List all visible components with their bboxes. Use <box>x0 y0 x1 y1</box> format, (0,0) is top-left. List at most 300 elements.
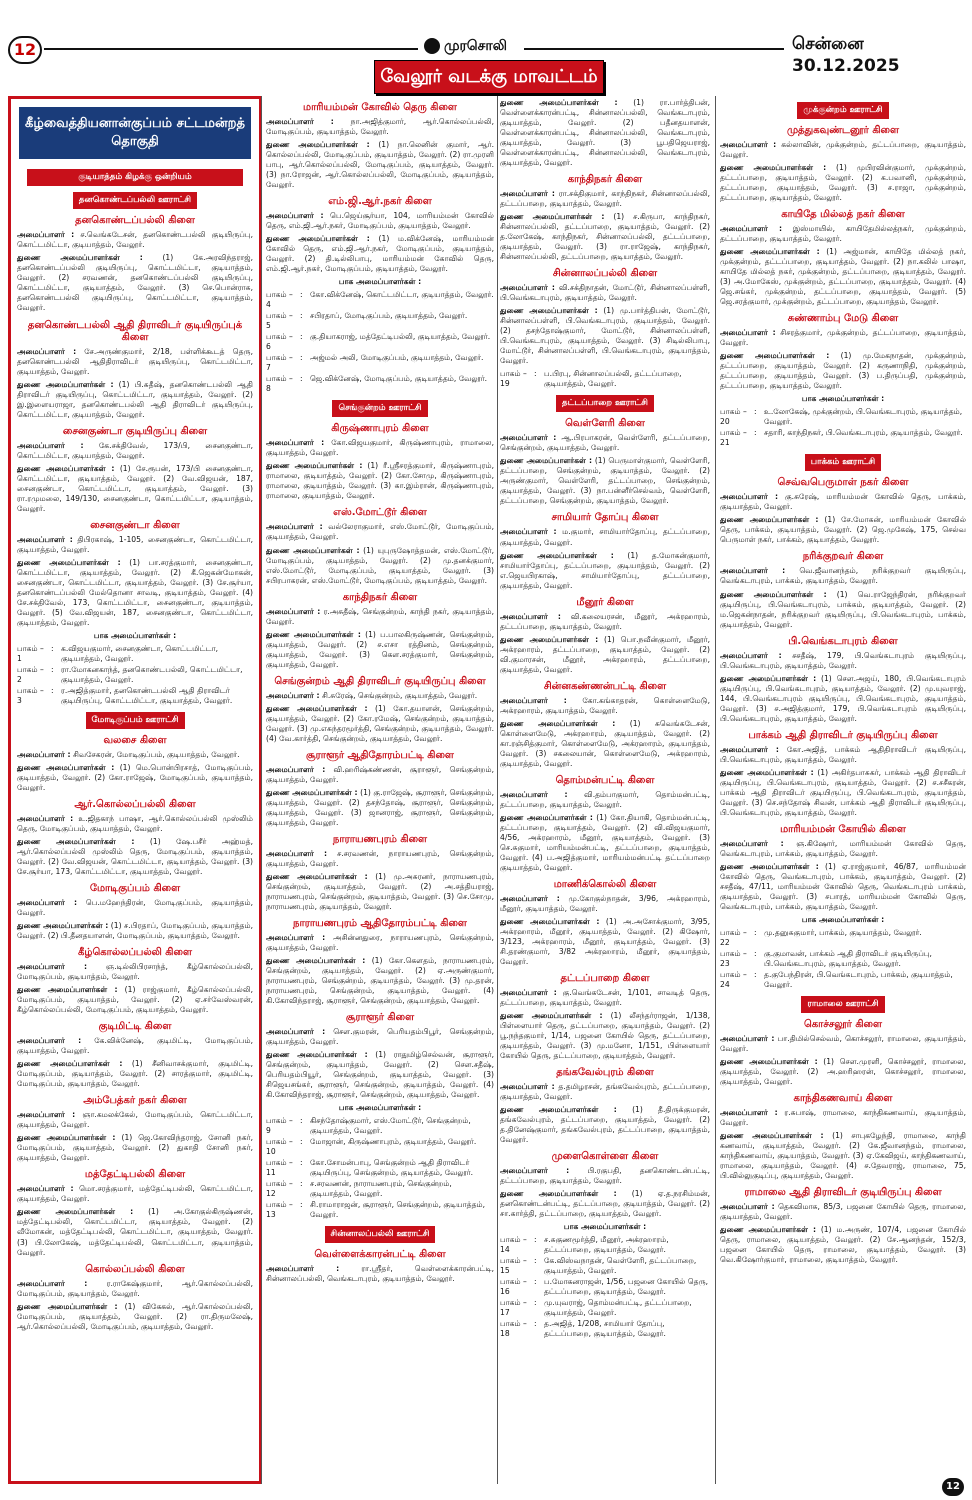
officer-role-label: அமைப்பாளர் : <box>720 1108 778 1118</box>
officer-entry <box>720 1225 966 1265</box>
branch-heading: தங்கவேல்புரம் கிளை <box>556 1067 654 1079</box>
officer-role-label: அமைப்பாளர் : <box>17 1278 88 1288</box>
officer-entry <box>720 651 966 671</box>
bagam-entry <box>266 332 494 352</box>
officer-details: (1) அகிர்தபாசுகர், பாக்கம் ஆதி திராவிடர் குடியிருப்பு, பி.வெங்கடாபுரம், குடியாத்தம், வேலூர். (2) ச.சசீகரன், பாக்கம் ஆதி திராவிடர் குடியிருப்பு, பி.வெங்கடாபுரம், குடியாத்தம், வேலூர். (3) செ.சந்தோஷ் சிவன், பாக்கம் ஆதி திராவிடர் குடியிருப்பு, பி.வெங்கடாபுரம், குடியாத்தம், வேலூர். <box>720 767 966 817</box>
officer-entry <box>500 189 710 209</box>
officer-details: (1) வெ.ராஜேந்திரன், நரிக்குறவர் குடியிருப்பு, பி.வெங்கடாபுரம், பாக்கம், குடியாத்தம், வேலூர். (2) ம.ஜெகன்நாதன், நரிக்குறவர் குடியிருப்பு, பி.வெங்கடாபுரம், பாக்கம், குடியாத்தம், வேலூர். <box>720 589 966 629</box>
branch-heading: சைனகுண்டா கிளை <box>90 519 180 531</box>
officer-entry <box>17 380 253 420</box>
branch-heading: கொல்லப்பல்லி கிளை <box>85 1263 185 1275</box>
bagam-colon: : <box>300 1179 303 1189</box>
officer-entry <box>17 814 253 834</box>
officer-details: (1) ஏ.ராஜ்குமார், 46/87, மாரியம்மன் கோவில் தெரு, வெங்கடாபுரம், பாக்கம், குடியாத்தம், வேலூர். (2) சசதீஷ், 47/11, மாரியம்மன் கோவில் தெரு, வெங்கடாபுரம் பாக்கம், குடியாத்தம், வேலூர். (3) சபாரத், மாரியம்மன் கோவில் தெரு, வெங்கடாபுரம், பாக்கம், குடியாத்தம், வேலூர். <box>720 861 966 911</box>
officer-entry <box>500 1105 710 1145</box>
officer-details: (1) ம.விக்னேஷ், மாரியம்மன் கோவில் தெரு, எம்.ஜி.ஆர்.நகர், மோடிகுப்பம், குடியாத்தம், வேலூர். (2) தி.டில்லிபாபு, மாரியம்மன் கோவில் தெரு, எம்.ஜி.ஆர்.நகர், மோடிகுப்பம், குடியாத்தம், வேலூர். <box>266 234 494 274</box>
bagam-colon: : <box>300 374 303 384</box>
branch-heading: சின்னாலப்பல்லி கிளை <box>552 268 658 280</box>
officer-entry <box>500 790 710 810</box>
officer-entry <box>266 872 494 912</box>
bagam-details: கு.குமாவன், பாக்கம் ஆதி திராவிடர் குடியிருப்பு, பி.வெங்கடாபுரம், குடியாத்தம், வேலூர். <box>764 948 932 968</box>
officer-role-label: அமைப்பாளர் : <box>500 433 557 443</box>
officer-role-label: துணை அமைப்பாளர்கள் : <box>720 1225 817 1235</box>
constituency-title: கீழ்வைத்தியனான்குப்பம் சட்டமன்றத் தொகுதி <box>19 107 251 159</box>
officer-details: வி.தம்பாகுமார், தொம்மன்பட்டி, தட்டப்பாறை, குடியாத்தம், வேலூர். <box>500 789 710 809</box>
officer-entry <box>17 535 253 555</box>
bagam-colon: : <box>300 1158 303 1168</box>
bagam-entry <box>17 686 253 706</box>
officer-details: வி.சக்திநாதன், மோட்டூர், சின்னாலப்பள்ளி, பி.வெங்கடாபுரம், குடியாத்தம், வேலூர். <box>500 283 710 303</box>
officer-details: (1) பொ.நவீன்குமார், மீனூர், அக்ரஹாரம், தட்டப்பாறை, குடியாத்தம், வேலூர். (2) வி.குமாரசன், மீனூர், அக்ரஹாரம், தட்டப்பாறை, குடியாத்தம், வேலூர். <box>500 634 710 674</box>
officer-details: (1) கே.அரவிந்தராஜ், தனகொண்டப்பல்லி குடியிருப்பு, கொட்டமிட்டா, குடியாத்தம், வேலூர். (2) சரவணன், தனகொண்டப்பல்லி குடியிருப்பு, கொட்டமிட்டா, குடியாத்தம், வேலூர். (3) செ.பொன்ராசு, தனகொண்டபல்லி குடியிருப்பு, கொட்டமிட்டா, குடியாத்தம், வேலூர். <box>17 253 254 313</box>
officer-role-label: அமைப்பாளர் : <box>720 1202 775 1212</box>
panchayat-heading: செங்குன்றம் ஊராட்சி <box>332 400 427 417</box>
column-divider <box>261 96 262 1484</box>
bagam-number: பாகம் – 9 <box>266 1116 293 1136</box>
officer-entry <box>500 306 710 366</box>
officer-details: திபிரகாஷ், 1-105, சைனகுண்டா, கொட்டமிட்டா, குடியாத்தம், வேலூர். <box>17 534 253 554</box>
officer-entry <box>266 933 494 953</box>
branch-heading: தனகொண்டப்பல்லி கிளை <box>75 215 195 227</box>
panchayat-heading: முக்குன்றம் ஊராட்சி <box>797 102 888 119</box>
branch-heading: எம்.ஜி.ஆர்.நகர் கிளை <box>328 196 432 208</box>
officer-role-label: துணை அமைப்பாளர்கள் : <box>500 1105 617 1115</box>
officer-details: ரா.சக்திகுமார், காந்திநகர், சின்னாலப்பல்லி, தட்டப்பாறை, குடியாத்தம், வேலூர். <box>500 189 710 209</box>
officer-role-label: துணை அமைப்பாளர்கள் : <box>500 456 593 466</box>
officer-entry <box>266 438 494 458</box>
officer-details: (1) யுபுருஷோத்தமன், எஸ்.மோட்டூர், மோடிகுப்பம், குடியாத்தம், வேலூர். (2) மு.தனக்குமார், எஸ்.மோட்டூர், மோடிகுப்பம், குடியாத்தம், வேலூர். (3) சபிரபாகரன், எஸ்.மோட்டூர், மோடிகுப்பம், குடியாத்தம், வேலூர். <box>266 545 494 585</box>
officer-details: (1) கோ.தயாளன், செங்குன்றம், குடியாத்தம், வேலூர். (2) கோ.ரமேஷ், செங்குன்றம், குடியாத்தம், வேலூர். (3) மு.எசுந்தரமூர்த்தி, செங்குன்றம், குடியாத்தம், வேலூர். (4) வே.கார்த்தி, செங்குன்றம், குடியாத்தம், வேலூர். <box>266 703 494 743</box>
bagam-details: கு.தியாகராஜ், மத்தேட்டிபல்லி, குடியாத்தம், வேலூர். <box>310 332 491 342</box>
bagam-number: பாகம் – 8 <box>266 374 293 394</box>
officer-details: நா.அஜித்குமார், ஆர்.கொல்லப்பல்லி, மோடிகுப்பம், குடியாத்தம், வேலூர். <box>266 117 494 137</box>
branch-heading: வெள்ளேரி கிளை <box>565 418 645 430</box>
officer-details: பெ.மஹேந்திரன், மோடிகுப்பம், குடியாத்தம், வேலூர். <box>17 898 253 918</box>
officer-entry <box>720 839 966 859</box>
officer-entry <box>17 1133 253 1163</box>
bagam-entry <box>266 1179 494 1199</box>
officer-role-label: அமைப்பாளர் : <box>17 534 73 544</box>
officer-role-label: துணை அமைப்பாளர்கள் : <box>720 1057 818 1067</box>
officer-details: (1) ச.பிரதாப், மோடிகுப்பம், குடியாத்தம், வேலூர். (2) பி.தீனதயாளன், மோடிகுப்பம், குடியாத்தம், வேலூர். <box>17 921 253 941</box>
bagam-entry <box>17 665 253 685</box>
officer-details: (1) ம.அருண், 107/4, பஜனை கோயில் தெரு, ராமாலை, குடியாத்தம், வேலூர். (2) சே.ஆனந்தன், 152/3, பஜனை கோயில் தெரு, ராமாலை, குடியாத்தம், வேலூர். (3) வெ.கிஷோர்குமார், ராமாலை, குடியாத்தம், வேலூர். <box>720 1225 966 1265</box>
officer-entry <box>266 546 494 586</box>
officer-role-label: அமைப்பாளர் : <box>720 492 779 502</box>
officer-role-label: துணை அமைப்பாளர்கள் : <box>266 871 368 881</box>
officer-entry <box>17 441 253 461</box>
bagam-colon: : <box>754 428 757 438</box>
bagam-number: பாகம் – 5 <box>266 311 293 331</box>
panchayat-heading: சின்னாலப்பல்லி ஊராட்சி <box>325 1226 436 1243</box>
officer-details: (1) கோ.கௌதம், நாராயணபுரம், செங்குன்றம், குடியாத்தம், வேலூர். (2) ஏ.அருண்குமார், நாராயணபுரம், செங்குன்றம், குடியாத்தம், வேலூர். (3) மு.தரன், நாராயணபுரம், செங்குன்றம், குடியாத்தம், வேலூர். (4) கி.கோவிந்தராஜ், சூராளூர், செங்குன்றம், குடியாத்தம், வேலூர். <box>266 955 494 1006</box>
officer-entry <box>17 230 253 250</box>
bagam-details: அஜ்மல் அலி, மோடிகுப்பம், குடியாத்தம், வேலூர். <box>310 353 484 363</box>
officer-role-label: அமைப்பாளர் : <box>720 328 776 338</box>
bagam-number: பாகம் – 17 <box>500 1298 527 1318</box>
officer-entry <box>720 1108 966 1128</box>
bagam-heading: பாக அமைப்பாளர்கள் : <box>338 1103 422 1113</box>
officer-entry <box>500 635 710 675</box>
officer-role-label: அமைப்பாளர் : <box>266 438 325 448</box>
officer-role-label: துணை அமைப்பாளர்கள் : <box>720 515 819 525</box>
bagam-entry <box>720 949 966 969</box>
officer-role-label: துணை அமைப்பாளர்கள் : <box>720 351 830 361</box>
bagam-number: பாகம் – 16 <box>500 1277 527 1297</box>
officer-role-label: அமைப்பாளர் : <box>17 749 71 759</box>
masthead-rule-left <box>44 48 418 50</box>
officer-entry <box>17 962 253 982</box>
panchayat-heading: தனகொண்டப்பல்லி ஊராட்சி <box>73 192 197 209</box>
officer-entry <box>17 898 253 918</box>
officer-entry <box>720 1202 966 1222</box>
branch-heading: நாராயணபுரம் கிளை <box>332 833 428 845</box>
officer-entry <box>500 98 710 168</box>
footer-page-number: 12 <box>942 1478 964 1496</box>
branch-heading: பாக்கம் ஆதி திராவிடர் குடியிருப்பு கிளை <box>748 729 938 741</box>
section-title: வேலூர் வடக்கு மாவட்டம் <box>374 60 604 94</box>
bagam-colon: : <box>300 332 303 342</box>
officer-details: (1) சே.மோகன், மாரியம்மன் கோவில் தெரு, பாக்கம், குடியாத்தம், வேலூர். (2) ஜெ.முகேஷ், 175, செல்வ பெருமாள் நகர், பாக்கம், குடியாத்தம், வேலூர். <box>720 515 966 545</box>
bagam-number: பாகம் – 15 <box>500 1256 527 1276</box>
officer-details: (1) மு.மேகநாதன், முக்குன்றம், தட்டப்பாறை, குடியாத்தம், வேலூர். (2) கருணாநிதி, முக்குன்றம், தட்டப்பாறை, குடியாத்தம், வேலூர். (3) ப.திருப்பதி, முக்குன்றம், தட்டப்பாறை, குடியாத்தம், வேலூர். <box>720 351 966 391</box>
officer-role-label: அமைப்பாளர் : <box>266 1027 326 1037</box>
bagam-number: பாகம் – 3 <box>17 685 44 705</box>
bagam-heading: பாக அமைப்பாளர்கள் : <box>338 277 422 287</box>
officer-details: பா.திமில்செல்வம், கொச்சலூர், ராமாலை, குடியாத்தம், வேலூர். <box>720 1034 966 1054</box>
paper-name: முரசொலி <box>444 38 507 54</box>
officer-details: (1) கோ.தியாகி, தொம்மன்பட்டி, தட்டப்பாறை, குடியாத்தம், வேலூர். (2) வி.விஜயகுமார், 4/56, அக்ரஹாரம், மீனூர், குடியாத்தம், வேலூர். (3) செ.சுகுமார், மாரியம்மன்பட்டி, தட்டப்பாறை, குடியாத்தம், வேலூர். (4) ப.அஜித்குமார், மாரியம்மன்பட்டி தட்டப்பாறை குடியாத்தம், வேலூர். <box>500 812 710 872</box>
officer-entry <box>500 696 710 716</box>
officer-entry <box>500 433 710 453</box>
officer-details: (1) அஜ்மான், காயிதே மில்லத் நகர், முக்குன்றம், தட்டப்பாறை, குடியாத்தம், வேலூர். (2) நா.கலில் பாஷா, காயிதே மில்லத் நகர், முக்குன்றம், தட்டப்பாறை, குடியாத்தம், வேலூர். (3) அ.மோகேஸ், முக்குன்றம், தட்டப்பாறை, குடியாத்தம், வேலூர். (4) ஜெ.சங்கர், முக்குன்றம், தட்டப்பாறை, குடியாத்தம், வேலூர். (5) ஜெ.சரத்குமார், முக்குன்றம், தட்டப்பாறை, குடியாத்தம், வேலூர். <box>720 247 966 307</box>
officer-entry <box>266 117 494 137</box>
officer-details: (1) சாபுகழேந்தி, ராமாலை, காந்தி கணவாய், குடியாத்தம், வேலூர். (2) கே.ஜீவானந்தம், ராமாலை, காந்திகணவாய், குடியாத்தம், வேலூர். (3) ஏ.கேவிஜய், காந்திகணவாய், ராமாலை, குடியாத்தம், வேலூர். (4) ச.தேவராஜ், ராமாலை, 75, பி.வில்லுகுடிப்பு, குடியாத்தம், வேலூர். <box>720 1131 966 1181</box>
officer-role-label: அமைப்பாளர் : <box>500 611 561 621</box>
officer-role-label: துணை அமைப்பாளர்கள் : <box>17 985 118 995</box>
officer-entry <box>17 253 253 313</box>
officer-role-label: அமைப்பாளர் : <box>17 1036 82 1046</box>
officer-role-label: அமைப்பாளர் : <box>266 117 334 126</box>
bagam-entry <box>17 644 253 664</box>
branch-heading: குடிமிட்டி கிளை <box>98 1021 172 1033</box>
officer-details: சே.அருண்குமார், 2/18, பள்ளிக்கூடத் தெரு, தனகொண்டபல்லி ஆதிதிராவிடர் குடியிருப்பு, கொட்டமிட்டா, குடியாத்தம், வேலூர். <box>17 346 253 376</box>
officer-role-label: துணை அமைப்பாளர்கள் : <box>720 247 820 257</box>
branch-heading: காந்திகணவாய் கிளை <box>793 1093 893 1105</box>
column-divider <box>715 96 716 1484</box>
officer-entry <box>500 456 710 506</box>
branch-heading: சின்னகண்ணன்பட்டி கிளை <box>543 680 667 692</box>
officer-role-label: துணை அமைப்பாளர்கள் : <box>720 861 819 871</box>
branch-heading: ஆர்.கொல்லப்பல்லி கிளை <box>74 799 196 811</box>
officer-entry <box>720 492 966 512</box>
officer-role-label: அமைப்பாளர் : <box>500 988 557 998</box>
bagam-details: கோ.விக்னேஷ், கொட்டமிட்டா, குடியாத்தம், வேலூர். <box>310 290 494 300</box>
bagam-heading: பாக அமைப்பாளர்கள் : <box>801 914 885 924</box>
officer-entry <box>500 1082 710 1102</box>
bagam-details: ச.சரவணன், நாராயணபுரம், செங்குன்றம், குடியாத்தம், வேலூர். <box>310 1179 452 1199</box>
officer-details: தெகவிமாசு, 85/3, பஜனை கோயில் தெரு, ராமாலை, குடியாத்தம், வேலூர். <box>720 1202 966 1222</box>
officer-role-label: அமைப்பாளர் : <box>17 814 74 824</box>
branch-heading: மத்தேட்டிபல்லி கிளை <box>84 1169 186 1181</box>
officer-entry <box>17 921 253 941</box>
officer-role-label: அமைப்பாளர் : <box>500 1166 570 1176</box>
officer-role-label: துணை அமைப்பாளர்கள் : <box>500 812 593 822</box>
branch-heading: காயிதே மில்லத் நகர் கிளை <box>781 209 905 221</box>
bagam-entry <box>720 428 966 448</box>
officer-entry <box>266 140 494 190</box>
branch-heading: தனகொண்டபல்லி ஆதி திராவிடர் குடியிருப்புக் கிளை <box>27 319 243 343</box>
officer-details: இஸ்மாயில், காயிதேமில்லத்நகர், முக்குன்றம், தட்டப்பாறை, குடியாத்தம், வேலூர். <box>720 224 966 244</box>
officer-entry <box>500 612 710 632</box>
branch-heading: சூராளூர் கிளை <box>345 1012 415 1024</box>
bagam-details: சி.ராமாராஜன், சூராளூர், செங்குன்றம், குடியாத்தம், வேலூர். <box>310 1200 486 1220</box>
officer-entry <box>720 1034 966 1054</box>
officer-details: கே.சக்திவேல், 173/பி, சைனகுண்டா, கொட்டமிட்டா, குடியாத்தம், வேலூர். <box>17 440 253 460</box>
officer-details: கோ.விஜயகுமார், கிருஷ்ணாபுரம், ராமாலை, குடியாத்தம், வேலூர். <box>266 438 494 458</box>
officer-entry <box>500 1189 710 1219</box>
bagam-colon: : <box>51 664 54 674</box>
bagam-details: ச.சுகுணமூர்த்தி, மீனூர், அக்ரஹாரம், தட்டப்பாறை, குடியாத்தம், வேலூர். <box>544 1235 669 1255</box>
bagam-colon: : <box>300 1137 303 1147</box>
bagam-entry <box>500 1235 710 1255</box>
officer-entry <box>17 763 253 793</box>
officer-role-label: துணை அமைப்பாளர்கள் : <box>17 837 135 847</box>
bagam-number: பாகம் – 22 <box>720 927 747 947</box>
officer-details: (1) ரா.பார்த்திபன், வெள்ளைக்காரன்பட்டி, சின்னாலப்பல்லி, வெங்கடாபுரம், குடியாத்தம், வேலூர். (2) பதீனதயாளன், வெள்ளைக்காரன்பட்டி, சின்னாலப்பல்லி, வெங்கடாபுரம், குடியாத்தம், வேலூர். (3) பூபதிஜெயராஜ், வெள்ளைக்காரன்பட்டி, சின்னாலப்பல்லி, வெங்கடாபுரம், குடியாத்தம், வேலூர். <box>500 98 710 168</box>
officer-entry <box>500 988 710 1008</box>
bagam-number: பாகம் – 20 <box>720 407 747 427</box>
bagam-number: பாகம் – 12 <box>266 1179 293 1199</box>
officer-details: (1) சே.ரூபன், 173/பி சைனகுண்டா, கொட்டமிட்டா, குடியாத்தம், வேலூர். (2) வே.விஜயன், 187, சைனகுண்டா, கொட்டமிட்டா, குடியாத்தம், வேலூர். (3) ரா.ரமுமலை, 149/130, சைனகுண்டா, கொட்டமிட்டா, குடியாத்தம், வேலூர். <box>17 463 253 513</box>
officer-role-label: அமைப்பாளர் : <box>720 744 779 754</box>
officer-entry <box>500 527 710 547</box>
officer-details: (1) த.மோகன்குமார், சாமியார்தோப்பு, தட்டப்பாறை, குடியாத்தம், வேலூர். (2) எ.ஜெயபிரகாஷ், சாமியார்தோப்பு, தட்டப்பாறை, குடியாத்தம், வேலூர். <box>500 550 710 590</box>
officer-details: ச.வெங்கடேசன், தனகொண்டபல்லி குடியிருப்பு, கொட்டமிட்டா, குடியாத்தம், வேலூர். <box>17 230 253 250</box>
officer-details: வி.கலையரசன், மீனூர், அக்ரஹாரம், தட்டப்பாறை, குடியாத்தம், வேலூர். <box>500 611 710 631</box>
officer-details: ஞ.கிஷோர், மாரியம்மன் கோவில் தெரு, வெங்கடாபுரம், பாக்கம், குடியாத்தம், வேலூர். <box>720 838 966 858</box>
bagam-details: ர.அஜித்குமார், தனகொண்டபல்லி ஆதி திராவிடர் குடியிருப்பு, கொட்டமிட்டா, குடியாத்தம், வேலூர். <box>61 685 233 705</box>
bagam-colon: : <box>300 353 303 363</box>
bagam-colon: : <box>534 1277 537 1287</box>
officer-details: கு.சுரேஷ், மாரியம்மன் கோவில் தெரு, பாக்கம், குடியாத்தம், வேலூர். <box>720 492 966 512</box>
officer-entry <box>17 1110 253 1130</box>
bagam-number: பாகம் – 2 <box>17 664 44 684</box>
officer-details: ஞ.டில்லிபிரசாந்த், கீழ்கொல்லப்பல்லி, மோடிகுப்பம், குடியாத்தம், வேலூர். <box>17 962 253 982</box>
officer-entry <box>266 461 494 501</box>
bagam-details: மு.யுவராஜ், தொம்மன்பட்டி, தட்டப்பாறை, குடியாத்தம், வேலூர். <box>544 1298 692 1318</box>
officer-role-label: அமைப்பாளர் : <box>500 1082 555 1092</box>
officer-details: (1) மெ.பொன்பிரசாத், மோடிகுப்பம், குடியாத்தம், வேலூர். (2) கோ.ராஜேஷ், மோடிகுப்பம், குடியாத்தம், வேலூர். <box>17 762 253 793</box>
officer-entry <box>17 1184 253 1204</box>
bagam-heading: பாக அமைப்பாளர்கள் : <box>563 1222 647 1232</box>
officer-entry <box>500 719 710 769</box>
bagam-entry <box>266 290 494 310</box>
bagam-heading: பாக அமைப்பாளர்கள் : <box>93 630 177 640</box>
bagam-colon: : <box>534 369 537 379</box>
officer-entry <box>720 745 966 765</box>
bagam-colon: : <box>534 1319 537 1329</box>
officer-entry <box>266 211 494 231</box>
officer-entry <box>720 163 966 203</box>
bagam-details: த.அஜித், 1/208, சாமியார் தோப்பு, தட்டப்பாறை, குடியாத்தம், வேலூர். <box>544 1319 666 1339</box>
bagam-number: பாகம் – 18 <box>500 1319 527 1339</box>
officer-details: (1) சௌ.முரளி, கொச்சலூர், ராமாலை, குடியாத்தம், வேலூர். (2) அ.ஹரிஹரன், கொச்சலூர், ராமாலை, குடியாத்தம், வேலூர். <box>720 1057 966 1087</box>
officer-role-label: அமைப்பாளர் : <box>17 230 75 240</box>
officer-details: சசதீஷ், 179, பி.வெங்கடாபுரம் குடியிருப்பு, பி.வெங்கடாபுரம், குடியாத்தம், வேலூர். <box>720 650 966 670</box>
branch-heading: மோடிகுப்பம் கிளை <box>89 883 181 895</box>
bagam-details: க.விஜயகுமார், சைனகுண்டா, கொட்டமிட்டா, குடியாத்தம், வேலூர். <box>61 643 219 663</box>
officer-details: (1) ரீ.ஸ்ரீசரத்குமார், கிருஷ்ணாபுரம், ராமாலை, குடியாத்தம், வேலூர். (2) கோ.சோமு, கிருஷ்ணாபுரம், ராமாலை, குடியாத்தம், வேலூர். (3) கா.இம்ரான், கிருஷ்ணாபுரம், ராமாலை, குடியாத்தம், வேலூர். <box>266 461 494 501</box>
officer-entry <box>500 551 710 591</box>
officer-role-label: துணை அமைப்பாளர்கள் : <box>500 1189 617 1199</box>
officer-entry <box>720 590 966 630</box>
officer-entry <box>266 607 494 627</box>
officer-entry <box>720 224 966 244</box>
bagam-entry <box>266 353 494 373</box>
officer-details: (1) ஷே.பசீர் அஹ்மத், ஆர்.கொல்லப்பல்லி முஸ்லிம் தெரு, மோடிகுப்பம், குடியாத்தம், வேலூர். (2) வே.விஜயன், கொட்டமிட்டா, குடியாத்தம், வேலூர். (3) சே.சூர்யா, 173, கொட்டமிட்டா, குடியாத்தம், வேலூர். <box>17 837 253 877</box>
bagam-number: பாகம் – 6 <box>266 332 293 352</box>
officer-details: ர.சுபாஷ், ராமாலை, காந்திகணவாய், குடியாத்தம், வேலூர். <box>720 1108 966 1128</box>
panchayat-heading: தட்டப்பாறை ஊராட்சி <box>556 395 654 412</box>
officer-role-label: அமைப்பாளர் : <box>720 1034 775 1043</box>
officer-entry <box>720 140 966 160</box>
bagam-entry <box>720 928 966 948</box>
officer-details: (1) விகேகல், ஆர்.கொல்லப்பல்லி, மோடிகுப்பம், குடியாத்தம், வேலூர். (2) ரா.திருமலேஷ், ஆர்.கொல்லப்பல்லி, மோடிகுப்பம், குடியாத்தம், வேலூர். <box>17 1301 253 1331</box>
officer-role-label: துணை அமைப்பாளர்கள் : <box>266 629 361 639</box>
branch-heading: காந்திநகர் கிளை <box>342 591 418 603</box>
officer-details: (1) நா.லெனின் குமார், ஆர். கொல்லப்பல்லி, மோடிகுப்பம், குடியாத்தம், வேலூர். (2) ரா.முரளி பாபு, ஆர்.கொல்லப்பல்லி, மோடிகுப்பம், குடியாத்தம், வேலூர். (3) நா.ரோஜன், ஆர்.கொல்லப்பல்லி, மோடிகுப்பம், குடியாத்தம், வேலூர். <box>266 140 494 190</box>
bagam-number: பாகம் – 7 <box>266 353 293 373</box>
bagam-details: சபிரதாப், மோடிகுப்பம், குடியாத்தம், வேலூர். <box>310 311 468 321</box>
officer-details: (1) ச.கிருபா, காந்திநகர், சின்னாலப்பல்லி, தட்டப்பாறை, குடியாத்தம், வேலூர். (2) த.லோகேஷ், காந்திநகர், சின்னாலப்பல்லி, தட்டப்பாறை, குடியாத்தம், வேலூர். (3) ரா.ராஜேஷ், காந்திநகர், சின்னாலப்பல்லி, தட்டப்பாறை, குடியாத்தம், வேலூர். <box>500 212 710 262</box>
officer-role-label: அமைப்பாளர் : <box>266 932 326 942</box>
officer-details: ர.அசுதீஷ், செங்குன்றம், காந்தி நகர், குடியாத்தம், வேலூர். <box>266 606 494 626</box>
officer-entry <box>266 522 494 542</box>
branch-heading: மாரியம்மன் கோவில் தெரு கிளை <box>303 102 457 113</box>
officer-details: கோ.கங்காதரன், கொள்ளைமேடு, அக்ரஹாரம், குடியாத்தம், வேலூர். <box>500 695 710 715</box>
officer-role-label: அமைப்பாளர் : <box>500 283 555 293</box>
officer-role-label: துணை அமைப்பாளர்கள் : <box>17 379 114 389</box>
bagam-details: ஜெ.விக்னேஷ், மோடிகுப்பம், குடியாத்தம், வேலூர். <box>310 374 488 384</box>
officer-entry <box>720 328 966 348</box>
officer-role-label: துணை அமைப்பாளர்கள் : <box>500 550 614 560</box>
bagam-colon: : <box>534 1256 537 1266</box>
officer-details: சி.சுரேஷ், செங்குன்றம், குடியாத்தம், வேலூர். <box>321 690 478 700</box>
officer-role-label: துணை அமைப்பாளர்கள் : <box>500 634 599 644</box>
bagam-colon: : <box>51 643 54 653</box>
officer-details: (1) முபிரவின்குமார், முக்குன்றம், தட்டப்பாறை, குடியாத்தம், வேலூர். (2) க.பவானி, முக்குன்றம், தட்டப்பாறை, குடியாத்தம், வேலூர். (3) ச.ராஜா, முக்குன்றம், தட்டப்பாறை, குடியாத்தம், வேலூர். <box>720 163 966 203</box>
bagam-entry <box>266 1158 494 1178</box>
officer-role-label: அமைப்பாளர் : <box>17 1184 74 1194</box>
branch-heading: செவ்வபெருமாள் நகர் கிளை <box>777 477 909 489</box>
officer-role-label: அமைப்பாளர் : <box>266 211 324 221</box>
officer-role-label: துணை அமைப்பாளர்கள் : <box>266 461 363 471</box>
officer-entry <box>17 464 253 514</box>
officer-role-label: துணை அமைப்பாளர்கள் : <box>266 703 368 713</box>
officer-entry <box>266 691 494 701</box>
officer-entry <box>500 212 710 262</box>
bagam-entry <box>266 1137 494 1157</box>
officer-entry <box>500 813 710 873</box>
officer-role-label: துணை அமைப்பாளர்கள் : <box>17 1059 123 1069</box>
bagam-number: பாகம் – 23 <box>720 948 747 968</box>
officer-details: (1) மு.பார்த்திபன், மோட்டூர், சின்னாலப்பள்ளி, பி.வெங்கடாபுரம், குடியாத்தம், வேலூர். (2) தசந்தோஷ்குமார், மோட்டூர், சின்னாலப்பள்ளி, பி.வெங்கடாபுரம், குடியாத்தம், வேலூர். (3) சிடில்லிபாபு, மோட்டூர், சின்னாலப்பள்ளி, பி.வெங்கடாபுரம், குடியாத்தம், வேலூர். <box>500 306 710 366</box>
officer-details: வெ.ஜீவானந்தம், நரிக்குறவர் குடியிருப்பு, வெங்கடாபுரம், பாக்கம், குடியாத்தம், வேலூர். <box>720 566 966 586</box>
officer-role-label: அமைப்பாளர் : <box>266 764 326 774</box>
bagam-colon: : <box>300 290 303 300</box>
officer-role-label: துணை அமைப்பாளர்கள் : <box>266 787 358 797</box>
branch-heading: நாராயணபுரம் ஆதிதோரம்பட்டி கிளை <box>293 917 467 929</box>
bagam-details: ப.பிரபு, சின்னாலப்பல்லி, தட்டப்பாறை, குடியாத்தம், வேலூர். <box>544 369 682 389</box>
officer-role-label: துணை அமைப்பாளர்கள் : <box>500 98 618 107</box>
officer-details: ஆ.பிரபாகரன், வெள்ளேரி, தட்டப்பாறை, செங்குன்றம், குடியாத்தம், வேலூர். <box>500 433 710 453</box>
bagam-colon: : <box>51 685 54 695</box>
bagam-number: பாகம் – 21 <box>720 428 747 448</box>
officer-role-label: துணை அமைப்பாளர்கள் : <box>17 1133 116 1143</box>
bagam-colon: : <box>754 948 757 958</box>
officer-entry <box>500 1011 710 1061</box>
bagam-colon: : <box>534 1235 537 1245</box>
officer-entry <box>17 1059 253 1089</box>
branch-heading: மீனூர் கிளை <box>576 596 634 608</box>
bagam-number: பாகம் – 13 <box>266 1200 293 1220</box>
branch-heading: சாமியார் தோப்பு கிளை <box>551 512 659 524</box>
bagam-entry <box>720 970 966 990</box>
bagam-entry <box>500 1298 710 1318</box>
officer-details: (1) சௌ.அஜய், 180, பி.வெங்கடாபுரம் குடியிருப்பு, பி.வெங்கடாபுரம், குடியாத்தம், வேலூர். (2) மு.யுவராஜ், 144, பி.வெங்கடாபுரம் குடியிருப்பு, பி.வெங்கடாபுரம், குடியாத்தம், வேலூர். (3) ச.அஜித்குமார், 179, பி.வெங்கடாபுரம் குடியிருப்பு, பி.வெங்கடாபுரம், குடியாத்தம், வேலூர். <box>720 673 966 723</box>
bagam-colon: : <box>534 1298 537 1308</box>
branch-heading: தொம்மன்பட்டி கிளை <box>555 774 655 786</box>
officer-role-label: அமைப்பாளர் : <box>266 1264 340 1274</box>
officer-details: ம.குமார், சாமியார்தோப்பு, தட்டப்பாறை, குடியாத்தம், வேலூர். <box>500 527 710 547</box>
officer-details: கு.வெங்கடேசன், 1/101, சாவடித் தெரு, தட்டப்பாறை, குடியாத்தம், வேலூர். <box>500 988 710 1008</box>
bagam-details: கே.விஸ்வநாதன், வெள்ளேரி, தட்டப்பாறை, குடியாத்தம், வேலூர். <box>544 1256 697 1276</box>
officer-entry <box>266 1050 494 1100</box>
officer-role-label: அமைப்பாளர் : <box>17 962 88 972</box>
officer-entry <box>266 630 494 670</box>
officer-role-label: அமைப்பாளர் : <box>266 522 323 532</box>
officer-details: த.தமிழரசன், தங்கவேல்புரம், தட்டப்பாறை, குடியாத்தம், வேலூர். <box>500 1082 710 1102</box>
officer-role-label: துணை அமைப்பாளர்கள் : <box>500 306 598 316</box>
branch-heading: சூராளூர் ஆதிதோரம்பட்டி கிளை <box>306 749 454 761</box>
officer-role-label: துணை அமைப்பாளர்கள் : <box>500 212 605 222</box>
officer-role-label: துணை அமைப்பாளர்கள் : <box>720 1131 824 1141</box>
officer-role-label: துணை அமைப்பாளர்கள் : <box>17 253 143 263</box>
officer-role-label: துணை அமைப்பாளர்கள் : <box>17 557 121 567</box>
officer-role-label: அமைப்பாளர் : <box>500 893 560 903</box>
officer-entry <box>17 750 253 760</box>
officer-role-label: துணை அமைப்பாளர்கள் : <box>720 673 817 683</box>
officer-entry <box>720 566 966 586</box>
branch-heading: சுண்ணாம்பு மேடு கிளை <box>787 313 899 325</box>
bagam-entry <box>500 1319 710 1339</box>
officer-details: ச.சரவணன், நாராயணபுரம், செங்குன்றம், குடியாத்தம், வேலூர். <box>266 848 494 868</box>
officer-role-label: அமைப்பாளர் : <box>720 566 786 576</box>
branch-heading: முளைகொள்ளை கிளை <box>551 1151 659 1163</box>
officer-details: உ.ஜிதகாந் பாஷா, ஆர்.கொல்லப்பல்லி முஸ்லிம் தெரு, மோடிகுப்பம், குடியாத்தம், வேலூர். <box>17 814 253 834</box>
officer-entry <box>17 1036 253 1056</box>
officer-role-label: துணை அமைப்பாளர்கள் : <box>720 163 827 173</box>
officer-details: (1) ராதுமிழ்செல்வன், சூராளூர், செங்குன்றம், குடியாத்தம், வேலூர். (2) செள.சதீஷ், பெரியதம்பியூர், செங்குன்றம், குடியாத்தம், வேலூர். (3) சிஜெயசங்கர், சூராளூர், செங்குன்றம், குடியாத்தம், வேலூர். (4) கி.கோவிந்தராஜ், சூராளூர், செங்குன்றம், குடியாத்தம், வேலூர். <box>266 1050 494 1100</box>
bagam-entry <box>266 1200 494 1220</box>
officer-details: ரா.ஸ்ரீதர், வெள்ளைக்காரன்பட்டி, சின்னாலப்பல்லி, வெங்கடாபுரம், குடியாத்தம், வேலூர். <box>266 1264 494 1284</box>
officer-role-label: துணை அமைப்பாளர்கள் : <box>720 767 814 777</box>
column-2 <box>266 96 494 1484</box>
branch-heading: மாணிக்கொல்லி கிளை <box>553 878 657 890</box>
bagam-details: கோ.சோமன்பாபு, செங்குன்றம் ஆதி திராவிடர் குடியிருப்பு, செங்குன்றம், குடியாத்தம், வேலூர். <box>310 1158 474 1178</box>
officer-role-label: அமைப்பாளர் : <box>17 1110 76 1120</box>
